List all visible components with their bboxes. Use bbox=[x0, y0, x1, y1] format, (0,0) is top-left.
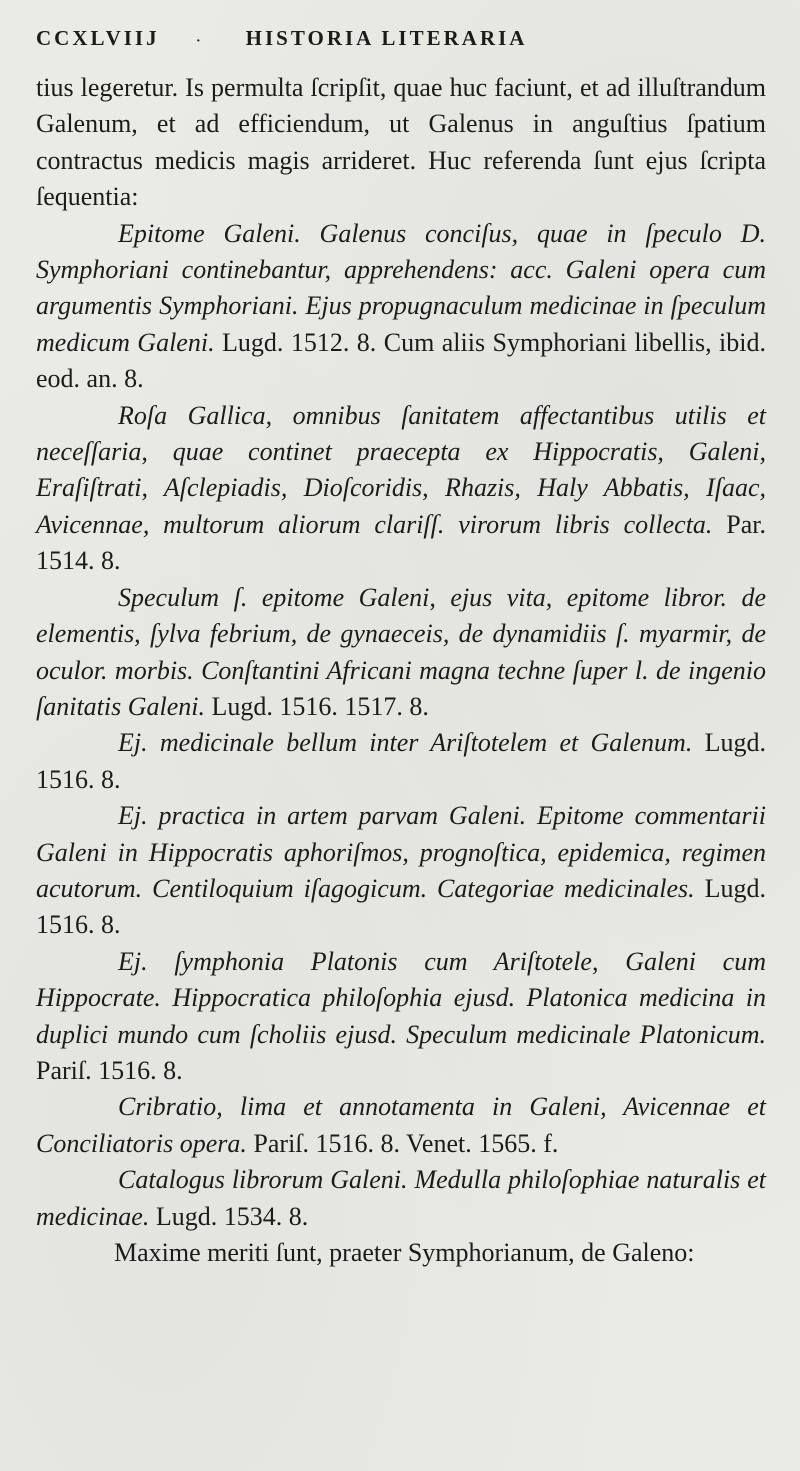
bibliography-entry bbox=[36, 1089, 766, 1162]
bibliography-entry bbox=[36, 216, 766, 398]
entry-titles: Epitome Galeni. Galenus conciſus, quae in ſpeculo D. Symphoriani continebantur, apprehendens: acc. Galeni opera cum argumentis Symphoriani. Ejus propugnaculum medicinae in ſpeculum medicum Galeni. bbox=[36, 218, 766, 357]
entry-imprint: Lugd. 1534. 8. bbox=[149, 1201, 309, 1231]
entry-imprint: Par. 1514. 8. bbox=[36, 509, 766, 576]
intro-paragraph: tius legeretur. Is permulta ſcripſit, quae huc faciunt, et ad illuſtrandum Galenum, et ad efficiendum, ut Galenus in anguſtius ſpatium contractus medicis magis arrideret. Huc referenda ſunt ejus ſcripta ſequentia: bbox=[36, 73, 766, 212]
page-body bbox=[36, 70, 766, 1271]
entry-titles: Cribratio, lima et annotamenta in Galeni, Avicennae et Conciliatoris opera. bbox=[36, 1092, 766, 1158]
entry-imprint: Lugd. 1516. 8. bbox=[36, 873, 767, 940]
bibliography-entry bbox=[36, 1162, 766, 1235]
bibliography-entry bbox=[36, 944, 766, 1090]
entry-imprint: Pariſ. 1516. 8. bbox=[36, 1055, 183, 1085]
bibliography-entry bbox=[36, 398, 766, 580]
entry-titles: Speculum ſ. epitome Galeni, ejus vita, epitome libror. de elementis, ſylva febrium, de gynaeceis, de dynamidiis ſ. myarmir, de oculor. morbis. Conſtantini Africani magna techne ſuper l. de ingenio ſanitatis Galeni. bbox=[36, 582, 766, 721]
header-separator: · bbox=[196, 34, 204, 49]
entry-titles: Roſa Gallica, omnibus ſanitatem affectantibus utilis et neceſſaria, quae continet praecepta ex Hippocratis, Galeni, Eraſiſtrati, Aſclepiadis, Dioſcoridis, Rhazis, Haly Abbatis, Iſaac, Avicennae, multorum aliorum clariſſ. virorum libris collecta. bbox=[36, 400, 766, 539]
running-header bbox=[36, 26, 766, 70]
entry-titles: Catalogus librorum Galeni. Medulla philoſophiae naturalis et medicinae. bbox=[36, 1165, 766, 1231]
entry-titles: Ej. ſymphonia Platonis cum Ariſtotele, Galeni cum Hippocrate. Hippocratica philoſophia ejusd. Platonica medicina in duplici mundo cum ſcholiis ejusd. Speculum medicinale Platonicum. bbox=[36, 946, 766, 1049]
entry-imprint: Lugd. 1516. 1517. 8. bbox=[205, 691, 429, 721]
entry-titles: Ej. medicinale bellum inter Ariſtotelem et Galenum. bbox=[118, 728, 693, 758]
closing-paragraph: Maxime meriti ſunt, praeter Symphorianum, de Galeno: bbox=[114, 1238, 695, 1267]
bibliography-entry bbox=[36, 580, 766, 726]
bibliography-entry bbox=[36, 725, 766, 798]
entry-imprint: Lugd. 1512. 8. Cum aliis Symphoriani libellis, ibid. eod. an. 8. bbox=[36, 327, 766, 394]
entry-imprint: Pariſ. 1516. 8. Venet. 1565. f. bbox=[246, 1128, 559, 1158]
bibliography-entry bbox=[36, 798, 766, 944]
entry-imprint: Lugd. 1516. 8. bbox=[36, 728, 766, 794]
page-number: CCXLVIIJ bbox=[36, 26, 160, 50]
running-title: HISTORIA LITERARIA bbox=[245, 26, 528, 50]
entry-titles: Ej. practica in artem parvam Galeni. Epitome commentarii Galeni in Hippocratis aphoriſmos, prognoſtica, epidemica, regimen acutorum. Centiloquium iſagogicum. Categoriae medicinales. bbox=[36, 801, 766, 903]
